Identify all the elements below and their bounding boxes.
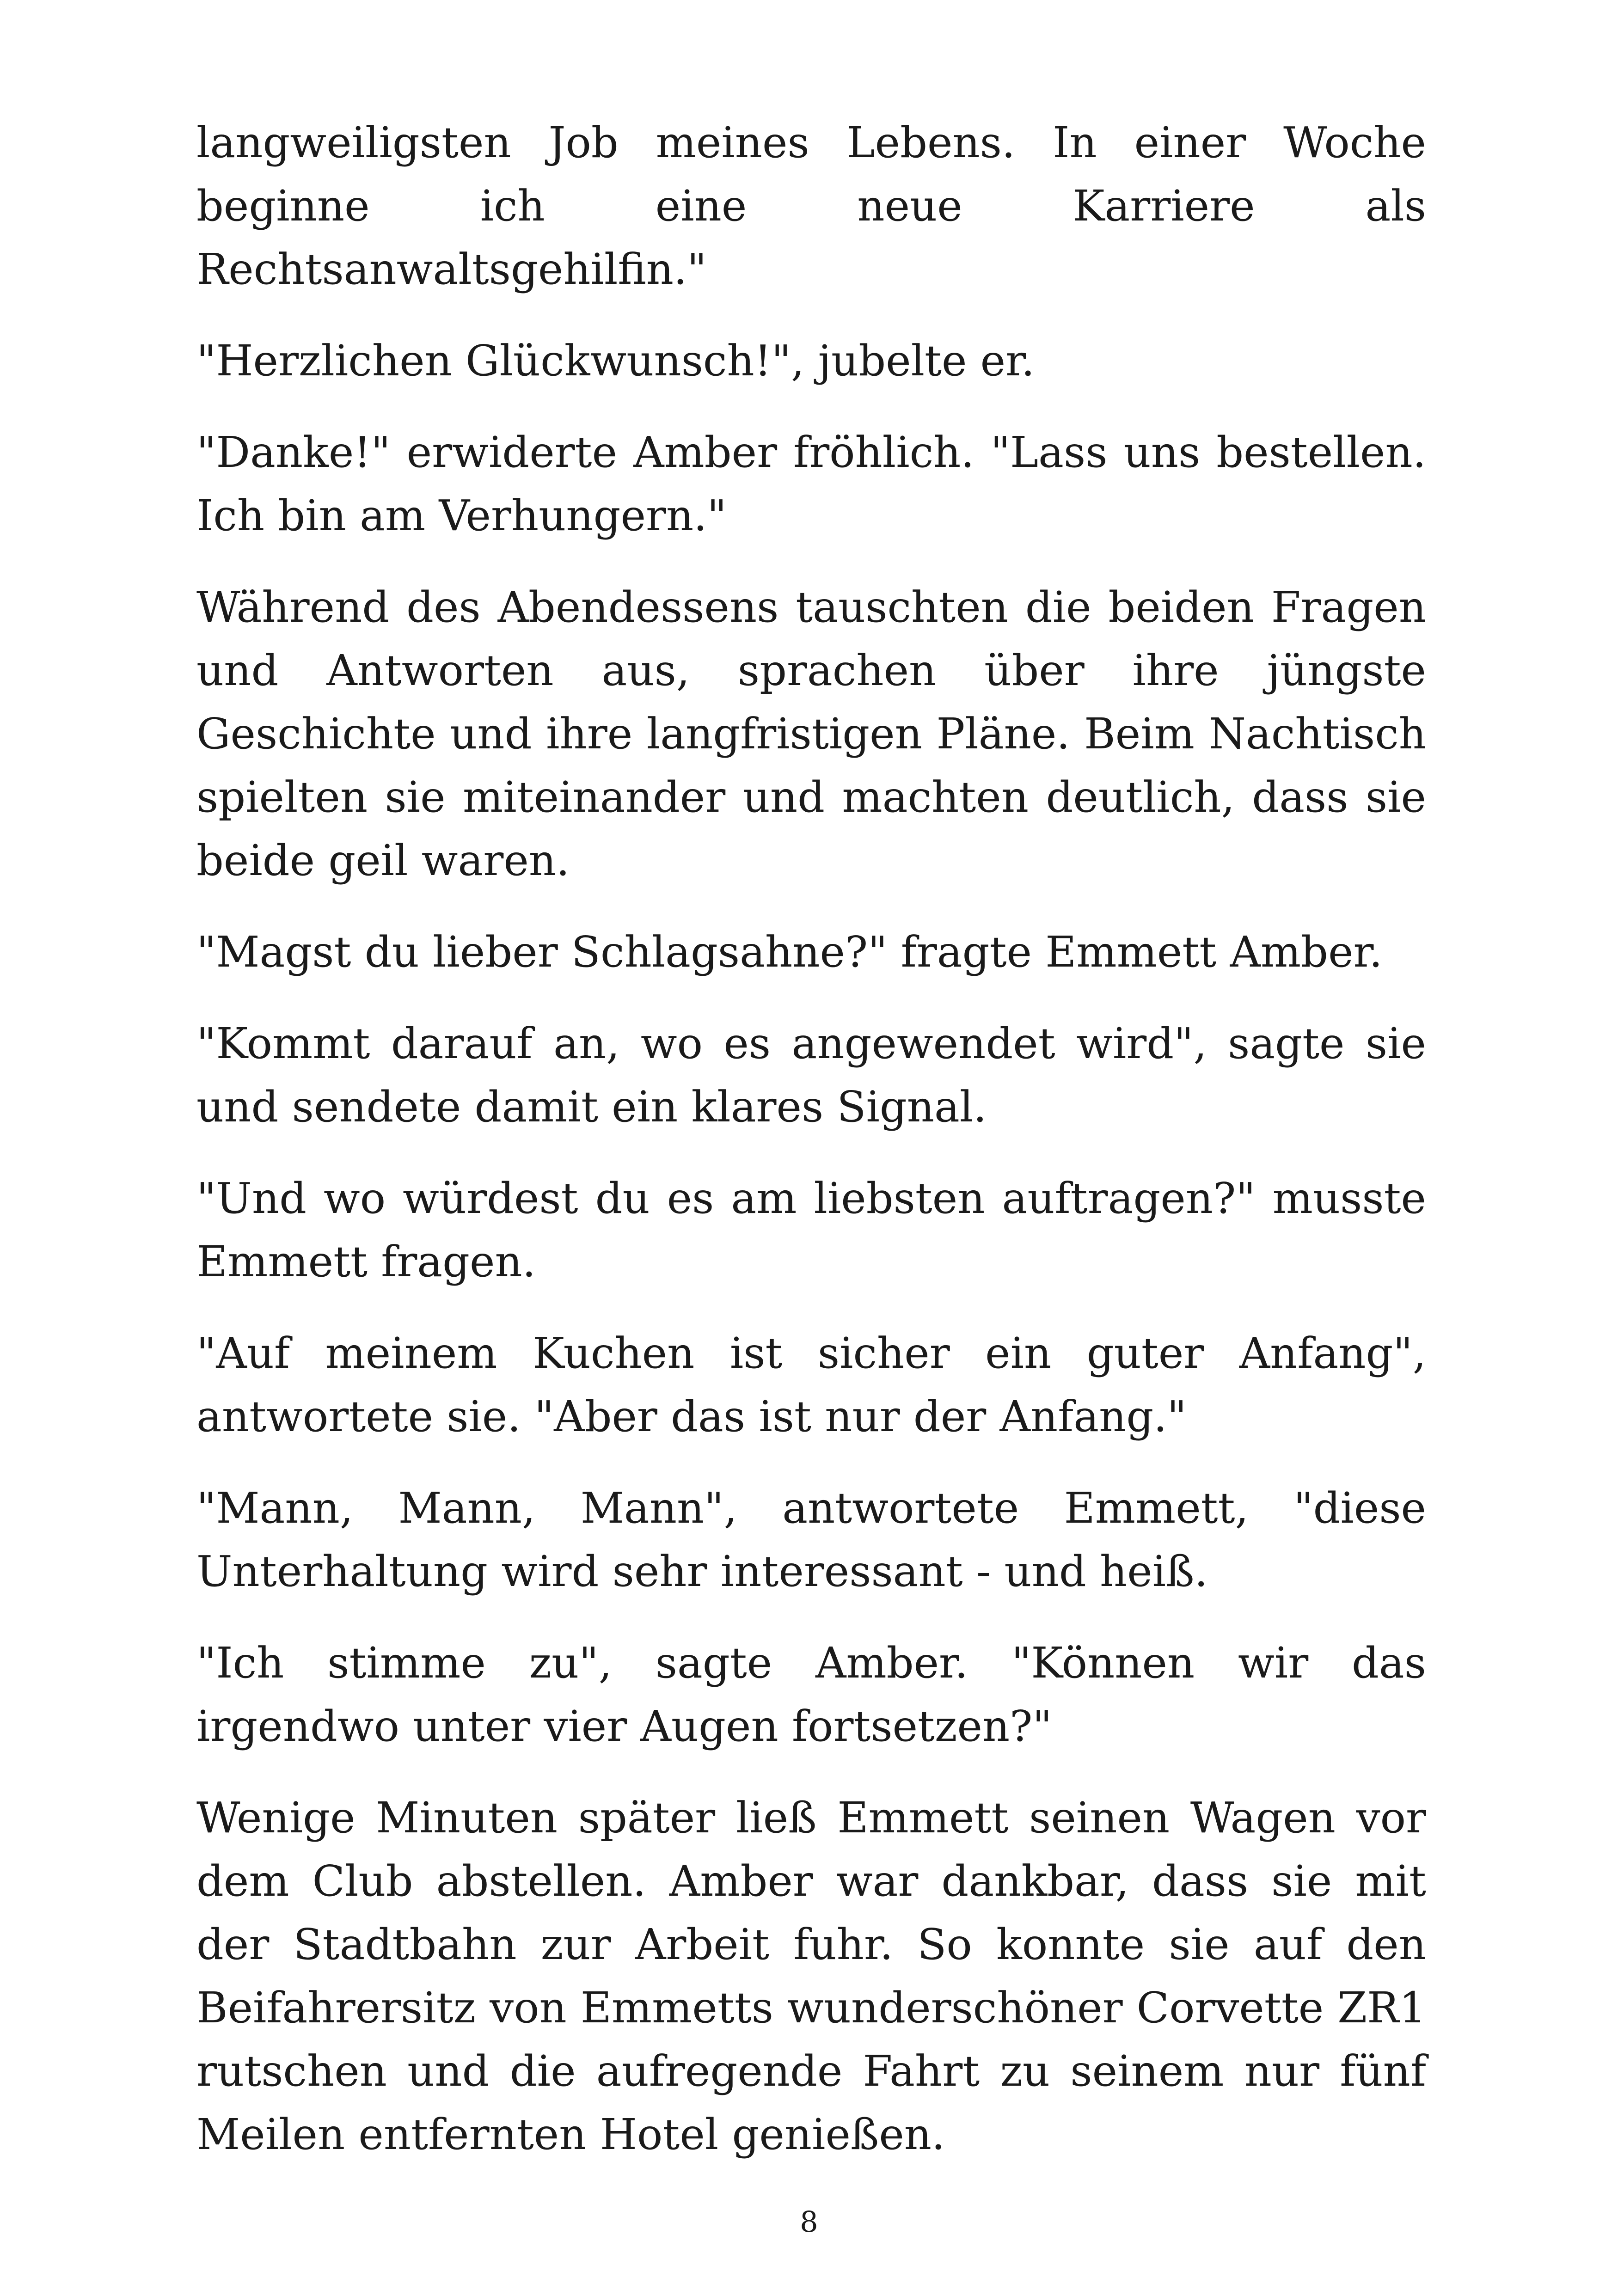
paragraph: "Danke!" erwiderte Amber fröhlich. "Lass uns bestellen. Ich bin am Verhungern." [196, 428, 1426, 540]
paragraph: Wenige Minuten später ließ Emmett seinen Wagen vor dem Club abstellen. Amber war dankbar, dass sie mit der Stadtbahn zur Arbeit fuhr. So konnte sie auf den Beifahrersitz von Emmetts wunderschöner Corvette ZR1 rutschen und die aufregende Fahrt zu seinem nur fünf Meilen entfernten Hotel genießen. [196, 1793, 1426, 2159]
paragraph: "Herzlichen Glückwunsch!", jubelte er. [196, 336, 1035, 386]
body-text [196, 111, 1426, 2194]
paragraph: langweiligsten Job meines Lebens. In einer Woche beginne ich eine neue Karriere als Rechtsanwaltsgehilfin." [196, 118, 1426, 294]
paragraph: "Magst du lieber Schlagsahne?" fragte Emmett Amber. [196, 927, 1383, 977]
page-number: 8 [800, 2205, 818, 2239]
paragraph: Während des Abendessens tauschten die beiden Fragen und Antworten aus, sprachen über ihre jüngste Geschichte und ihre langfristigen Pläne. Beim Nachtisch spielten sie miteinander und machten deutlich, dass sie beide geil waren. [196, 582, 1426, 885]
paragraph: "Kommt darauf an, wo es angewendet wird", sagte sie und sendete damit ein klares Signal. [196, 1019, 1426, 1132]
paragraph: "Und wo würdest du es am liebsten auftragen?" musste Emmett fragen. [196, 1174, 1426, 1286]
paragraph: "Ich stimme zu", sagte Amber. "Können wir das irgendwo unter vier Augen fortsetzen?" [196, 1638, 1426, 1751]
paragraph: "Mann, Mann, Mann", antwortete Emmett, "diese Unterhaltung wird sehr interessant - und heiß. [196, 1483, 1426, 1596]
paragraph: "Auf meinem Kuchen ist sicher ein guter Anfang", antwortete sie. "Aber das ist nur der Anfang." [196, 1329, 1426, 1441]
